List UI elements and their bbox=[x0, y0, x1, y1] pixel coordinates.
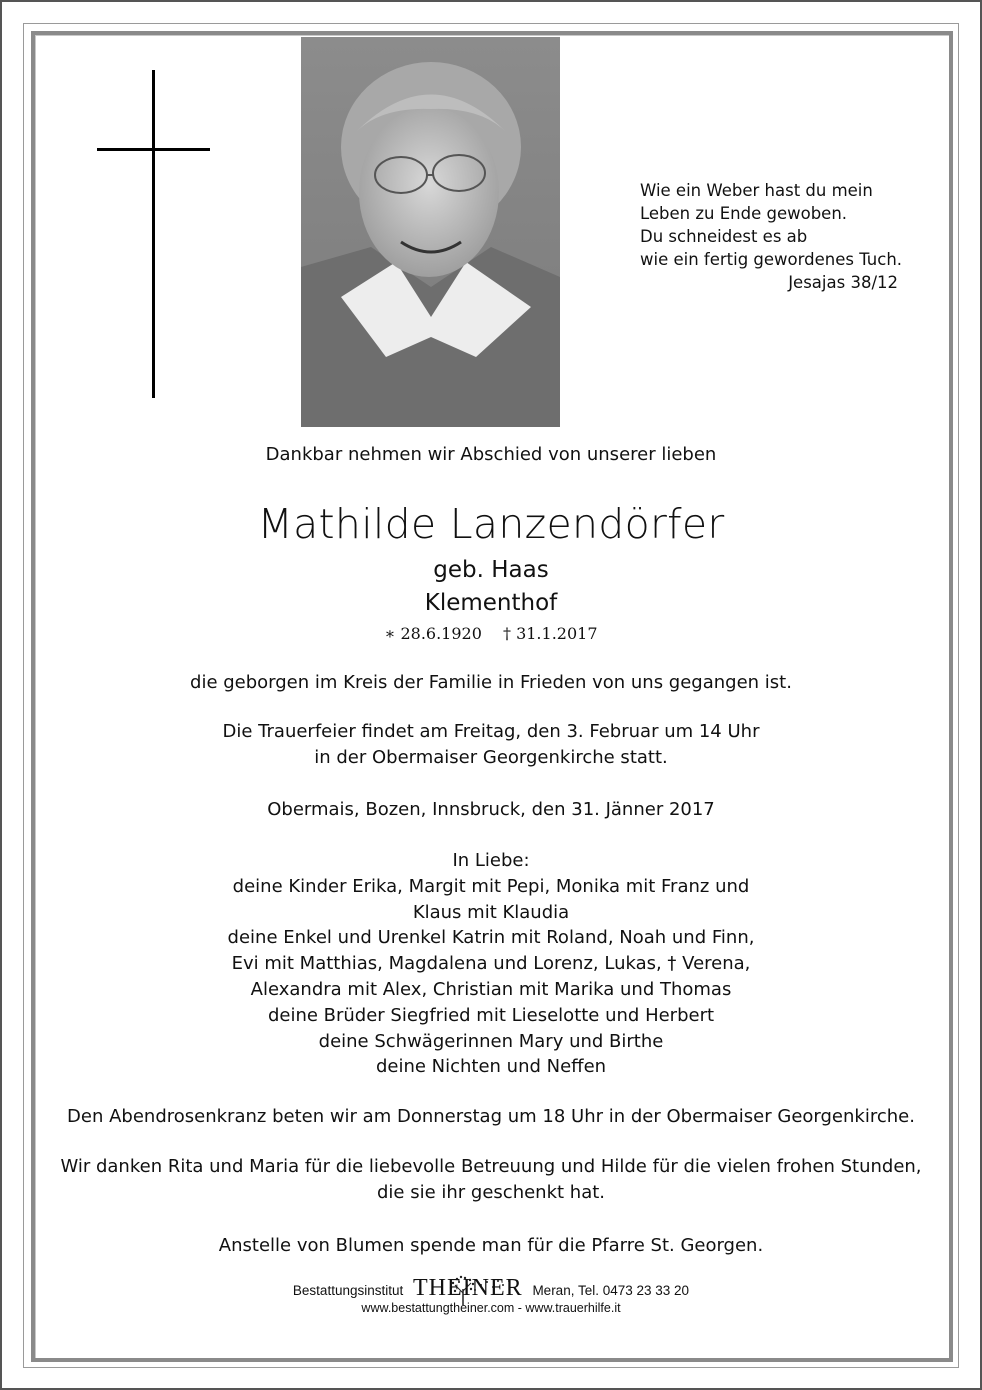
mourners-line: In Liebe: bbox=[452, 850, 530, 871]
verse-reference: Jesajas 38/12 bbox=[788, 273, 898, 292]
place-date: Obermais, Bozen, Innsbruck, den 31. Jänner 2017 bbox=[267, 799, 715, 820]
funeral-home-info bbox=[37, 1275, 945, 1302]
thanks-line: die sie ihr geschenkt hat. bbox=[376, 1182, 605, 1203]
maiden-name: geb. Haas bbox=[433, 557, 549, 583]
mourners-line: deine Kinder Erika, Margit mit Pepi, Monika mit Franz und bbox=[232, 875, 750, 897]
cross-vertical-bar bbox=[152, 70, 155, 398]
mourners-line: deine Schwägerinnen Mary und Birthe bbox=[318, 1030, 664, 1052]
rosary-text: Den Abendrosenkranz beten wir am Donnerstag um 18 Uhr in der Obermaiser Georgenkirche. bbox=[67, 1106, 915, 1127]
funeral-home-brand: THEINER bbox=[413, 1275, 523, 1301]
verse-line: Leben zu Ende gewoben. bbox=[640, 204, 848, 223]
mourners-list bbox=[37, 848, 945, 1080]
verse-line: wie ein fertig gewordenes Tuch. bbox=[640, 250, 903, 269]
mourners-line: deine Nichten und Neffen bbox=[375, 1056, 607, 1078]
verse-line: Wie ein Weber hast du mein bbox=[640, 181, 873, 200]
mourners-line: Alexandra mit Alex, Christian mit Marika und Thomas bbox=[250, 978, 732, 1000]
verse-line: Du schneidest es ab bbox=[640, 227, 808, 246]
passing-text: die geborgen im Kreis der Familie in Frieden von uns gegangen ist. bbox=[190, 672, 792, 693]
mourners-line: deine Brüder Siegfried mit Lieselotte und Herbert bbox=[267, 1004, 715, 1026]
funeral-info bbox=[37, 719, 945, 771]
thanks-line: Wir danken Rita und Maria für die liebevolle Betreuung und Hilde für die vielen frohen Stunden, bbox=[60, 1156, 922, 1177]
portrait-photo-placeholder bbox=[301, 37, 560, 427]
funeral-line: Die Trauerfeier findet am Freitag, den 3. Februar um 14 Uhr bbox=[222, 721, 760, 742]
portrait-photo bbox=[301, 37, 560, 427]
funeral-home-websites: www.bestattungtheiner.com - www.trauerhilfe.it bbox=[361, 1301, 621, 1315]
intro-text: Dankbar nehmen wir Abschied von unserer lieben bbox=[265, 444, 717, 465]
life-dates bbox=[37, 624, 945, 643]
cross-horizontal-bar bbox=[97, 148, 210, 151]
thanks-text bbox=[37, 1154, 945, 1206]
funeral-home-footer bbox=[37, 1275, 945, 1315]
mourners-line: Evi mit Matthias, Magdalena und Lorenz, Lukas, † Verena, bbox=[231, 953, 751, 975]
funeral-line: in der Obermaiser Georgenkirche statt. bbox=[314, 747, 668, 768]
deceased-name: Mathilde Lanzendörfer bbox=[257, 500, 725, 548]
donation-text: Anstelle von Blumen spende man für die Pfarre St. Georgen. bbox=[218, 1235, 764, 1256]
farm-name: Klementhof bbox=[424, 590, 558, 616]
mourners-line: Klaus mit Klaudia bbox=[412, 901, 570, 923]
bible-verse bbox=[640, 179, 902, 294]
birth-date: ∗ 28.6.1920 bbox=[384, 624, 482, 643]
death-date: † 31.1.2017 bbox=[502, 624, 598, 643]
mourners-line: deine Enkel und Urenkel Katrin mit Roland, Noah und Finn, bbox=[227, 927, 755, 949]
funeral-home-prefix: Bestattungsinstitut bbox=[292, 1283, 404, 1298]
funeral-home-contact: Meran, Tel. 0473 23 33 20 bbox=[532, 1283, 690, 1298]
